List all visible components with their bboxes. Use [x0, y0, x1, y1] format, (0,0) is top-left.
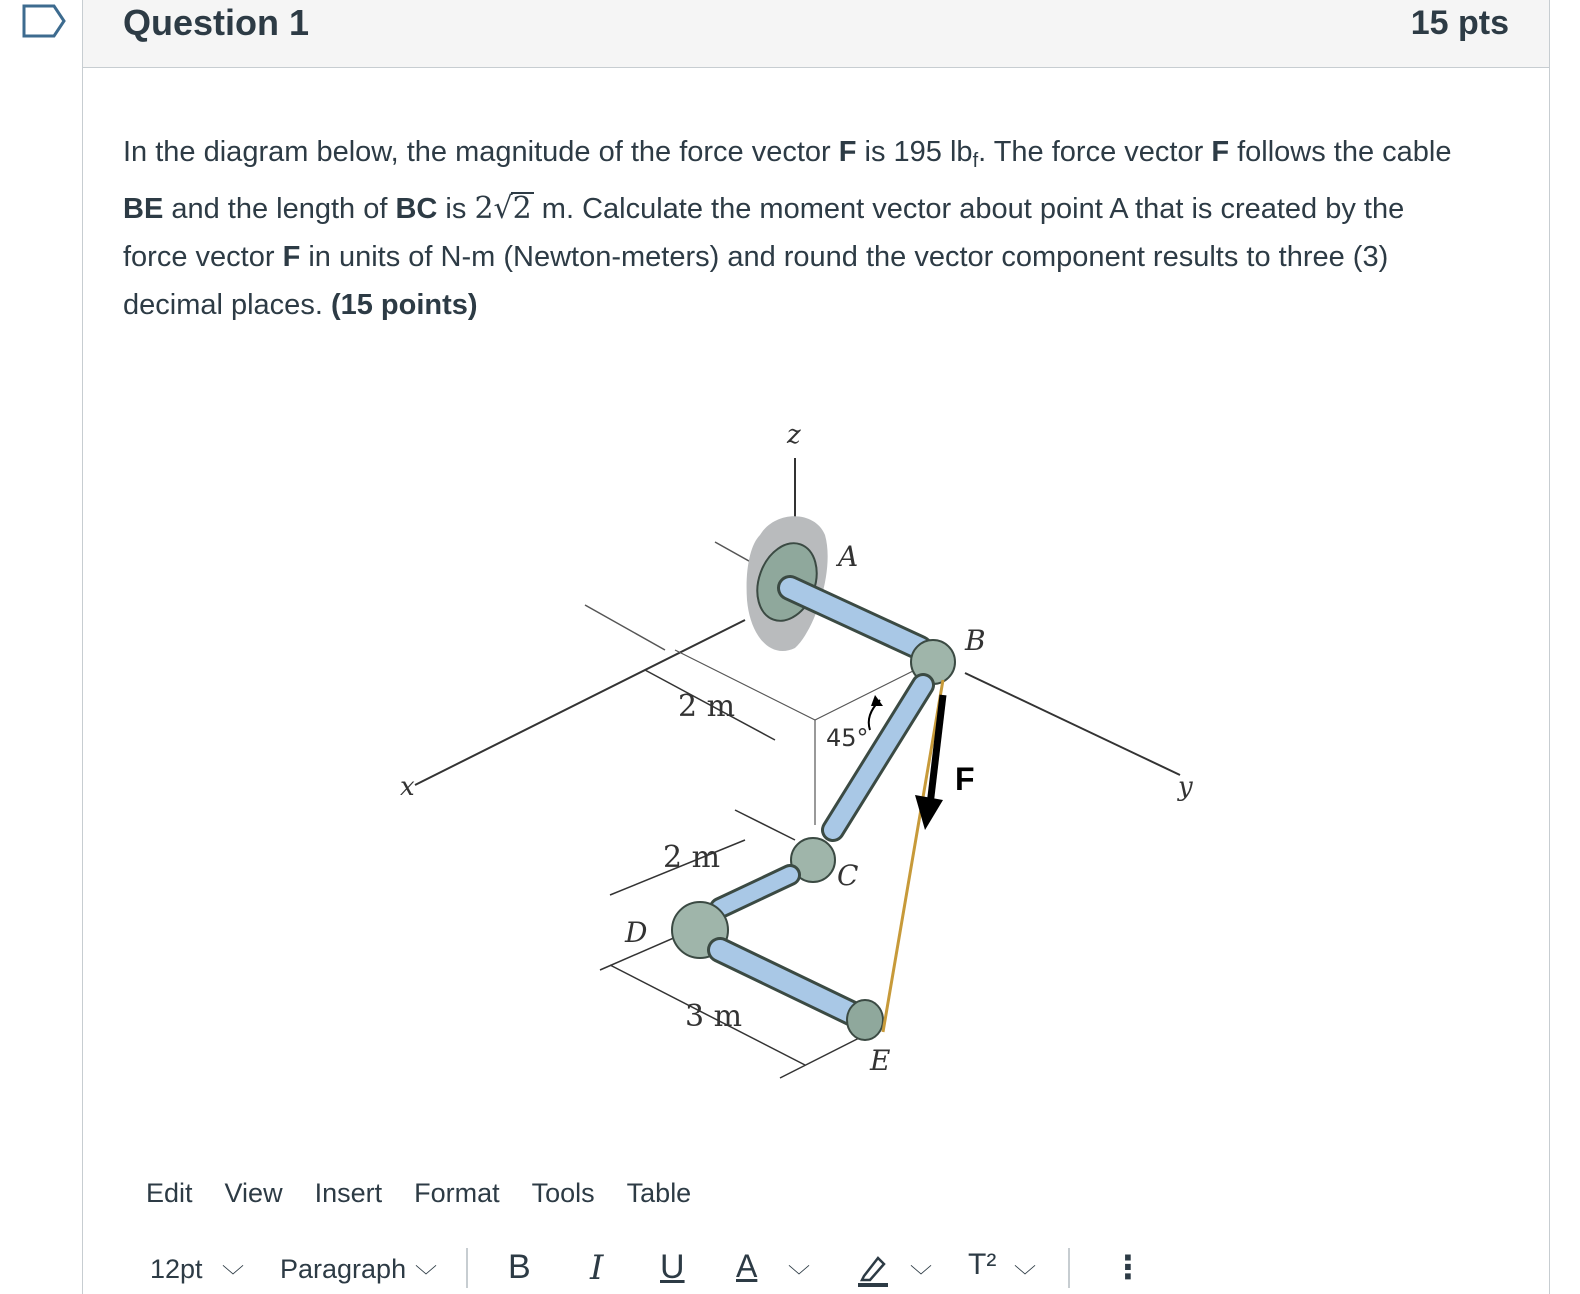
- block-format-select[interactable]: Paragraph: [280, 1254, 407, 1284]
- toolbar-divider: [466, 1248, 468, 1288]
- editor-toolbar: [150, 1248, 1150, 1294]
- text-color-button[interactable]: A: [736, 1248, 758, 1284]
- chevron-down-icon[interactable]: ﹀: [910, 1264, 933, 1289]
- point-d-label: D: [625, 916, 648, 949]
- question-text: In the diagram below, the magnitude of the force vector F is 195 $lb_f$. The force vector F follows the cable BE and the length of BC is 2√2 m. Calculate the moment vector about point A that is created by the force vector F in units of N-m (Newton-meters) and round the vector component results to three (3) decimal places. (15 points): [123, 136, 1452, 321]
- superscript-button[interactable]: T²: [968, 1248, 997, 1281]
- menu-view[interactable]: View: [224, 1178, 283, 1208]
- menu-tools[interactable]: Tools: [531, 1178, 595, 1208]
- point-e-label: E: [870, 1044, 891, 1077]
- menu-insert[interactable]: Insert: [314, 1178, 383, 1208]
- chevron-down-icon[interactable]: ﹀: [788, 1264, 811, 1289]
- point-c-label: C: [837, 859, 859, 892]
- dimension-mid: 2 m: [663, 840, 721, 875]
- point-b-label: B: [965, 624, 986, 657]
- bold-button[interactable]: B: [508, 1248, 531, 1286]
- angle-label: 45°: [826, 724, 869, 752]
- dimension-top: 2 m: [678, 689, 736, 724]
- dimension-bottom: 3 m: [685, 999, 743, 1034]
- math-expression: 2√2: [474, 191, 532, 226]
- chevron-down-icon[interactable]: ﹀: [415, 1264, 438, 1289]
- menu-format[interactable]: Format: [414, 1178, 500, 1208]
- axis-z-label: z: [787, 420, 801, 450]
- toolbar-divider: [1068, 1248, 1070, 1288]
- underline-button[interactable]: U: [660, 1248, 685, 1286]
- italic-button[interactable]: I: [590, 1248, 604, 1288]
- flag-question-icon[interactable]: [22, 4, 66, 38]
- editor-menubar: [146, 1178, 723, 1218]
- menu-edit[interactable]: Edit: [146, 1178, 193, 1208]
- axis-y-label: y: [1178, 772, 1193, 802]
- question-points: 15 pts: [1410, 4, 1509, 42]
- highlight-pen-icon[interactable]: [856, 1252, 890, 1288]
- force-f-label: F: [955, 761, 975, 797]
- chevron-down-icon[interactable]: ﹀: [1014, 1264, 1037, 1289]
- point-a-label: A: [838, 540, 859, 573]
- more-options-icon[interactable]: ⋮: [1112, 1249, 1144, 1285]
- chevron-down-icon[interactable]: ﹀: [222, 1264, 245, 1289]
- menu-table[interactable]: Table: [626, 1178, 692, 1208]
- question-header: [83, 0, 1549, 68]
- axis-x-label: x: [400, 772, 415, 802]
- font-size-select[interactable]: 12pt: [150, 1254, 203, 1284]
- pipe-assembly-diagram: [395, 410, 1215, 1100]
- question-title: Question 1: [123, 2, 310, 43]
